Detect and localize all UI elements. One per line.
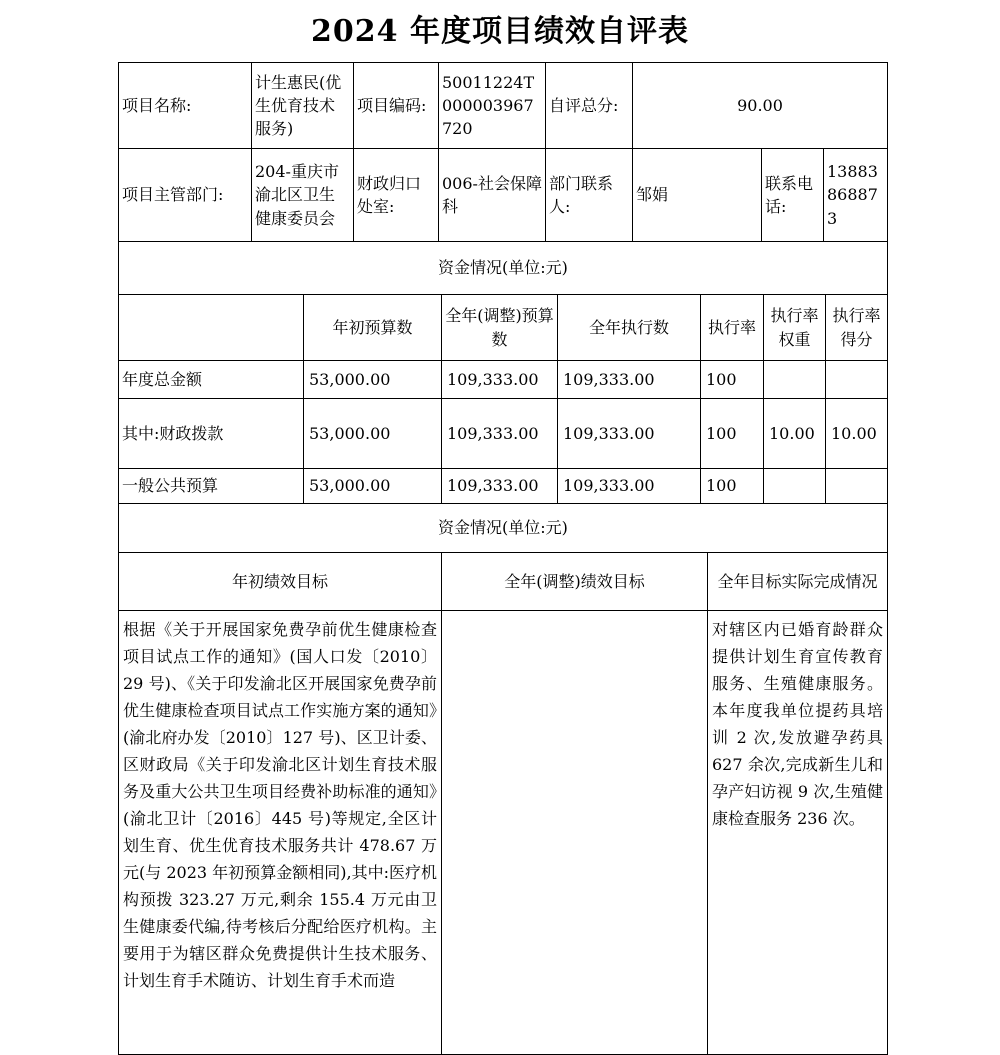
contact-value: 邹娟 bbox=[633, 149, 762, 241]
table-row bbox=[119, 361, 888, 399]
fund-row1-rate: 100 bbox=[701, 361, 764, 398]
funding-col-rate-score: 执行率得分 bbox=[826, 295, 888, 360]
funding-col-adjusted-budget: 全年(调整)预算数 bbox=[442, 295, 558, 360]
project-name-value: 计生惠民(优生优育技术服务) bbox=[252, 63, 354, 148]
goals-content-row bbox=[119, 611, 888, 1055]
contact-label: 部门联系人: bbox=[546, 149, 633, 241]
fund-row3-score bbox=[826, 469, 888, 503]
info-row-department bbox=[119, 149, 888, 242]
initial-goal-paragraph: 根据《关于开展国家免费孕前优生健康检查项目试点工作的通知》(国人口发〔2010〕29 号)、《关于印发渝北区开展国家免费孕前优生健康检查项目试点工作实施方案的通知》(渝北府办发〔2010〕127 号)、区卫计委、区财政局《关于印发渝北区计划生育技术服务及重大公共卫生项目经费补助标准的通知》(渝北卫计〔2016〕445 号)等规定,全区计划生育、优生优育技术服务共计 478.67 万元(与 2023 年初预算金额相同),其中:医疗机构预拨 323.27 万元,剩余 155.4 万元由卫生健康委代编,待考核后分配给医疗机构。主要用于为辖区群众免费提供计生技术服务、计划生育手术随访、计划生育手术而造 bbox=[123, 620, 437, 990]
fund-row2-executed: 109,333.00 bbox=[558, 399, 701, 468]
funding-col-blank bbox=[119, 295, 304, 360]
adjusted-goal-text bbox=[442, 611, 708, 1054]
project-code-value: 50011224T000003967720 bbox=[439, 63, 546, 148]
table-row bbox=[119, 469, 888, 504]
goals-section-header-row bbox=[119, 504, 888, 553]
table-row bbox=[119, 399, 888, 469]
info-row-project bbox=[119, 63, 888, 149]
self-evaluation-form bbox=[118, 62, 888, 1055]
goals-section-title: 资金情况(单位:元) bbox=[119, 504, 888, 552]
fund-row2-weight: 10.00 bbox=[764, 399, 826, 468]
fund-row2-rate: 100 bbox=[701, 399, 764, 468]
funding-col-exec-rate: 执行率 bbox=[701, 295, 764, 360]
fund-row2-score: 10.00 bbox=[826, 399, 888, 468]
phone-label: 联系电话: bbox=[762, 149, 824, 241]
fund-row3-executed: 109,333.00 bbox=[558, 469, 701, 503]
funding-section-header-row bbox=[119, 242, 888, 295]
fund-row2-adjusted: 109,333.00 bbox=[442, 399, 558, 468]
funding-col-initial-budget: 年初预算数 bbox=[304, 295, 442, 360]
actual-completion-text bbox=[708, 611, 888, 1054]
project-name-label: 项目名称: bbox=[119, 63, 252, 148]
fund-row1-adjusted: 109,333.00 bbox=[442, 361, 558, 398]
fund-row3-initial: 53,000.00 bbox=[304, 469, 442, 503]
goals-col-adjusted: 全年(调整)绩效目标 bbox=[442, 553, 708, 610]
fund-row1-executed: 109,333.00 bbox=[558, 361, 701, 398]
goals-col-actual: 全年目标实际完成情况 bbox=[708, 553, 888, 610]
project-code-label: 项目编码: bbox=[354, 63, 439, 148]
goals-table-header bbox=[119, 553, 888, 611]
self-score-label: 自评总分: bbox=[546, 63, 633, 148]
phone-value: 13883868873 bbox=[824, 149, 888, 241]
fund-row1-label: 年度总金额 bbox=[119, 361, 304, 398]
page-title: 2024 年度项目绩效自评表 bbox=[311, 14, 689, 49]
dept-label: 项目主管部门: bbox=[119, 149, 252, 241]
fund-row3-adjusted: 109,333.00 bbox=[442, 469, 558, 503]
actual-completion-paragraph: 对辖区内已婚育龄群众提供计划生育宣传教育服务、生殖健康服务。本年度我单位提药具培训 2 次,发放避孕药具 627 余次,完成新生儿和孕产妇访视 9 次,生殖健康检查服务 236 次。 bbox=[712, 620, 883, 828]
finance-office-value: 006-社会保障科 bbox=[439, 149, 546, 241]
fund-row3-rate: 100 bbox=[701, 469, 764, 503]
dept-value: 204-重庆市渝北区卫生健康委员会 bbox=[252, 149, 354, 241]
fund-row1-score bbox=[826, 361, 888, 398]
finance-office-label: 财政归口处室: bbox=[354, 149, 439, 241]
self-score-value: 90.00 bbox=[633, 63, 888, 148]
goals-col-initial: 年初绩效目标 bbox=[119, 553, 442, 610]
fund-row1-initial: 53,000.00 bbox=[304, 361, 442, 398]
fund-row2-initial: 53,000.00 bbox=[304, 399, 442, 468]
fund-row3-weight bbox=[764, 469, 826, 503]
fund-row3-label: 一般公共预算 bbox=[119, 469, 304, 503]
funding-col-rate-weight: 执行率权重 bbox=[764, 295, 826, 360]
initial-goal-text bbox=[119, 611, 442, 1054]
fund-row2-label: 其中:财政拨款 bbox=[119, 399, 304, 468]
funding-col-executed: 全年执行数 bbox=[558, 295, 701, 360]
fund-row1-weight bbox=[764, 361, 826, 398]
funding-section-title: 资金情况(单位:元) bbox=[119, 242, 888, 294]
funding-table-header bbox=[119, 295, 888, 361]
